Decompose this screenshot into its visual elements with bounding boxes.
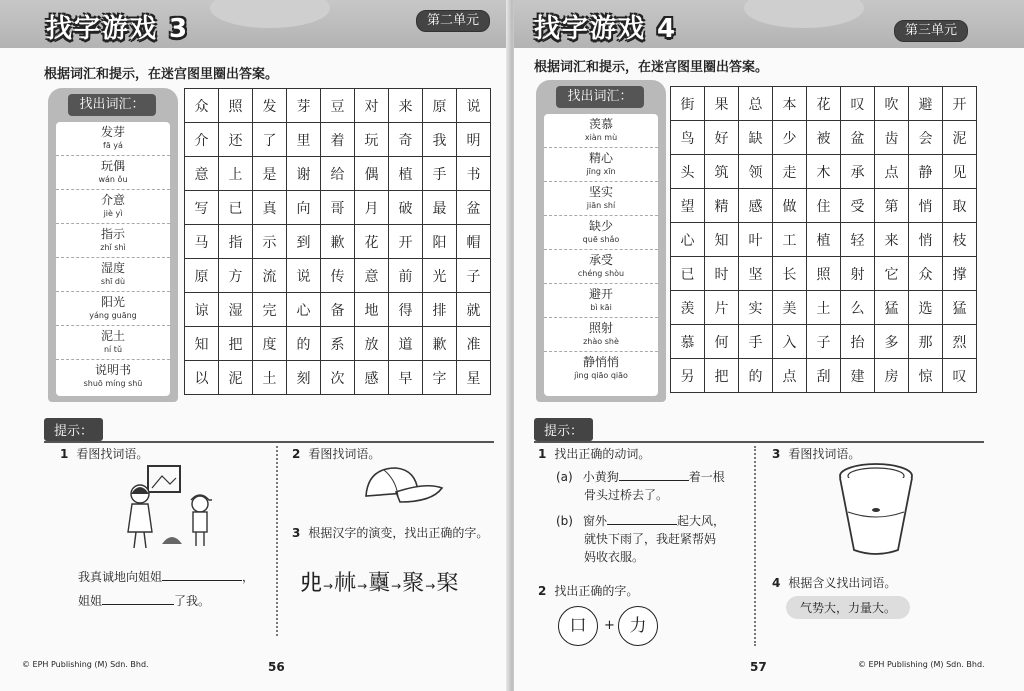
grid-cell[interactable]: 奇	[389, 123, 423, 157]
grid-cell[interactable]: 精	[705, 189, 739, 223]
grid-row	[671, 189, 977, 223]
left-hint-bar	[44, 416, 464, 442]
right-hint-bar	[534, 416, 954, 442]
grid-cell[interactable]: 马	[185, 225, 219, 259]
right-instruction: 根据词汇和提示，在迷宫图里圈出答案。	[534, 60, 769, 75]
grid-cell[interactable]: 芽	[287, 89, 321, 123]
grid-row	[185, 327, 491, 361]
grid-cell[interactable]: 谢	[287, 157, 321, 191]
grid-cell[interactable]: 花	[807, 87, 841, 121]
grid-cell[interactable]: 早	[389, 361, 423, 395]
right-question-4: 4 根据含义找出词语。	[772, 576, 897, 590]
grid-cell[interactable]: 少	[773, 121, 807, 155]
radical-circle: 力	[618, 606, 658, 646]
left-q1-line-2: 姐姐 了我。	[78, 594, 211, 608]
left-unit-tag: 第二单元	[416, 10, 490, 32]
grid-cell[interactable]: 地	[355, 293, 389, 327]
grid-cell[interactable]: 原	[423, 89, 457, 123]
left-question-1: 1 看图找词语。	[60, 447, 149, 461]
grid-cell[interactable]: 建	[841, 359, 875, 393]
grid-cell[interactable]: 介	[185, 123, 219, 157]
left-q1-line-1: 我真诚地向姐姐 ，	[78, 570, 255, 584]
grid-cell[interactable]: 泥	[943, 121, 977, 155]
grid-cell[interactable]: 猛	[943, 291, 977, 325]
left-instruction: 根据词汇和提示，在迷宫图里圈出答案。	[44, 67, 279, 82]
grid-cell[interactable]: 示	[253, 225, 287, 259]
word-panel-label: 找出词汇：	[556, 86, 644, 108]
right-page-title: 找字游戏 4	[534, 14, 678, 44]
grid-cell[interactable]: 泥	[219, 361, 253, 395]
grid-cell[interactable]: 放	[355, 327, 389, 361]
evolution-stage: 𣡦	[368, 571, 392, 596]
grid-row	[185, 293, 491, 327]
left-question-3: 3 根据汉字的演变，找出正确的字。	[292, 526, 489, 540]
grid-cell[interactable]: 第	[875, 189, 909, 223]
grid-cell[interactable]: 心	[671, 223, 705, 257]
grid-cell[interactable]: 帽	[457, 225, 491, 259]
grid-cell[interactable]: 知	[705, 223, 739, 257]
word-item: 阳光 yáng guāng	[56, 292, 170, 326]
grid-cell[interactable]: 传	[321, 259, 355, 293]
grid-cell[interactable]: 写	[185, 191, 219, 225]
grid-cell[interactable]: 备	[321, 293, 355, 327]
grid-cell[interactable]: 已	[219, 191, 253, 225]
grid-cell[interactable]: 土	[253, 361, 287, 395]
grid-row	[671, 291, 977, 325]
grid-cell[interactable]: 排	[423, 293, 457, 327]
grid-row	[671, 359, 977, 393]
word-item: 承受 chéng shòu	[544, 250, 658, 284]
grid-cell[interactable]: 开	[943, 87, 977, 121]
grid-cell[interactable]: 众	[185, 89, 219, 123]
right-page-number: 57	[750, 660, 767, 674]
left-word-panel	[48, 88, 178, 402]
hint-label: 提示：	[44, 418, 103, 441]
grid-cell[interactable]: 街	[671, 87, 705, 121]
grid-cell[interactable]: 哥	[321, 191, 355, 225]
grid-cell[interactable]: 坚	[739, 257, 773, 291]
right-question-2: 2 找出正确的字。	[538, 584, 639, 598]
grid-cell[interactable]: 明	[457, 123, 491, 157]
grid-cell[interactable]: 原	[185, 259, 219, 293]
grid-cell[interactable]: 植	[807, 223, 841, 257]
grid-cell[interactable]: 上	[219, 157, 253, 191]
word-item: 湿度 shī dù	[56, 258, 170, 292]
grid-cell[interactable]: 到	[287, 225, 321, 259]
right-q1-b: (b) 窗外 起大风， 就快下雨了，我赶紧帮妈 妈收衣服。	[556, 514, 726, 564]
grid-cell[interactable]: 缺	[739, 121, 773, 155]
left-page	[0, 0, 510, 691]
grid-row	[185, 89, 491, 123]
grid-row	[671, 155, 977, 189]
grid-cell[interactable]: 得	[389, 293, 423, 327]
grid-cell[interactable]: 感	[355, 361, 389, 395]
grid-cell[interactable]: 指	[219, 225, 253, 259]
grid-cell[interactable]: 悄	[909, 189, 943, 223]
grid-cell[interactable]: 撑	[943, 257, 977, 291]
grid-cell[interactable]: 望	[671, 189, 705, 223]
grid-cell[interactable]: 齿	[875, 121, 909, 155]
grid-cell[interactable]: 避	[909, 87, 943, 121]
grid-cell[interactable]: 土	[807, 291, 841, 325]
character-evolution	[300, 566, 459, 597]
grid-cell[interactable]: 子	[807, 325, 841, 359]
grid-cell[interactable]: 长	[773, 257, 807, 291]
grid-row	[671, 223, 977, 257]
left-page-number: 56	[268, 660, 285, 674]
hint-rule	[534, 441, 984, 443]
grid-cell[interactable]: 光	[423, 259, 457, 293]
right-word-list	[544, 114, 658, 396]
grid-cell[interactable]: 度	[253, 327, 287, 361]
grid-cell[interactable]: 把	[705, 359, 739, 393]
grid-cell[interactable]: 被	[807, 121, 841, 155]
grid-cell[interactable]: 把	[219, 327, 253, 361]
grid-row	[671, 257, 977, 291]
grid-row	[671, 325, 977, 359]
grid-cell[interactable]: 豆	[321, 89, 355, 123]
meaning-pill: 气势大，力量大。	[786, 596, 910, 619]
left-word-list	[56, 122, 170, 396]
grid-cell[interactable]: 枝	[943, 223, 977, 257]
left-footer: © EPH Publishing (M) Sdn. Bhd.	[22, 660, 149, 669]
grid-cell[interactable]: 手	[739, 325, 773, 359]
header-decoration	[744, 0, 864, 28]
grid-cell[interactable]: 静	[909, 155, 943, 189]
question-divider	[276, 446, 278, 636]
grid-cell[interactable]: 房	[875, 359, 909, 393]
grid-cell[interactable]: 心	[287, 293, 321, 327]
grid-cell[interactable]: 花	[355, 225, 389, 259]
grid-row	[185, 191, 491, 225]
grid-cell[interactable]: 住	[807, 189, 841, 223]
grid-cell[interactable]: 何	[705, 325, 739, 359]
word-item: 泥土 ní tǔ	[56, 326, 170, 360]
word-item: 静悄悄 jìng qiāo qiāo	[574, 355, 628, 380]
grid-cell[interactable]: 照	[807, 257, 841, 291]
grid-cell[interactable]: 射	[841, 257, 875, 291]
grid-cell[interactable]: 美	[773, 291, 807, 325]
grid-cell[interactable]: 偶	[355, 157, 389, 191]
answer-blank[interactable]	[162, 569, 242, 581]
word-item: 羡慕 xiàn mù	[544, 114, 658, 148]
flowerpot-illustration	[834, 460, 918, 560]
grid-cell[interactable]: 猛	[875, 291, 909, 325]
grid-cell[interactable]: 准	[457, 327, 491, 361]
grid-row	[185, 259, 491, 293]
word-item: 照射 zhào shè	[544, 318, 658, 352]
grid-cell[interactable]: 已	[671, 257, 705, 291]
grid-cell[interactable]: 最	[423, 191, 457, 225]
grid-cell[interactable]: 方	[219, 259, 253, 293]
header-decoration	[210, 0, 330, 28]
word-item: 精心 jīng xīn	[544, 148, 658, 182]
grid-cell[interactable]: 烈	[943, 325, 977, 359]
hint-label: 提示：	[534, 418, 593, 441]
grid-cell[interactable]: 走	[773, 155, 807, 189]
grid-cell[interactable]: 众	[909, 257, 943, 291]
grid-cell[interactable]: 了	[253, 123, 287, 157]
grid-cell[interactable]: 给	[321, 157, 355, 191]
grid-cell[interactable]: 取	[943, 189, 977, 223]
right-page	[514, 0, 1024, 691]
arrow-icon: →	[391, 579, 403, 593]
cap-illustration	[360, 462, 446, 510]
grid-cell[interactable]: 工	[773, 223, 807, 257]
grid-cell[interactable]: 叶	[739, 223, 773, 257]
grid-cell[interactable]: 来	[389, 89, 423, 123]
grid-cell[interactable]: 歉	[423, 327, 457, 361]
word-panel-label: 找出词汇：	[68, 94, 156, 116]
answer-blank[interactable]	[607, 513, 677, 525]
grid-cell[interactable]: 木	[807, 155, 841, 189]
left-question-2: 2 看图找词语。	[292, 447, 381, 461]
grid-cell[interactable]: 次	[321, 361, 355, 395]
grid-cell[interactable]: 叹	[841, 87, 875, 121]
grid-cell[interactable]: 对	[355, 89, 389, 123]
right-footer: © EPH Publishing (M) Sdn. Bhd.	[858, 660, 985, 669]
grid-cell[interactable]: 果	[705, 87, 739, 121]
grid-cell[interactable]: 的	[287, 327, 321, 361]
grid-cell[interactable]: 植	[389, 157, 423, 191]
right-word-panel	[536, 80, 666, 402]
grid-cell[interactable]: 感	[739, 189, 773, 223]
grid-cell[interactable]: 歉	[321, 225, 355, 259]
grid-cell[interactable]: 见	[943, 155, 977, 189]
grid-cell[interactable]: 头	[671, 155, 705, 189]
grid-row	[185, 225, 491, 259]
grid-cell[interactable]: 领	[739, 155, 773, 189]
right-unit-tag: 第三单元	[894, 20, 968, 42]
grid-cell[interactable]: 惊	[909, 359, 943, 393]
word-item: 坚实 jiān shí	[544, 182, 658, 216]
plus-sign: +	[604, 618, 615, 633]
grid-cell[interactable]: 系	[321, 327, 355, 361]
grid-cell[interactable]: 承	[841, 155, 875, 189]
question-divider	[754, 446, 756, 646]
grid-cell[interactable]: 流	[253, 259, 287, 293]
hint-rule	[44, 441, 494, 443]
grid-cell[interactable]: 刻	[287, 361, 321, 395]
grid-cell[interactable]: 入	[773, 325, 807, 359]
grid-cell[interactable]: 么	[841, 291, 875, 325]
grid-cell[interactable]: 道	[389, 327, 423, 361]
grid-cell[interactable]: 月	[355, 191, 389, 225]
word-item: 指示 zhǐ shì	[56, 224, 170, 258]
grid-cell[interactable]: 说	[287, 259, 321, 293]
grid-row	[671, 87, 977, 121]
grid-cell[interactable]: 点	[875, 155, 909, 189]
grid-row	[185, 157, 491, 191]
grid-cell[interactable]: 星	[457, 361, 491, 395]
grid-cell[interactable]: 开	[389, 225, 423, 259]
grid-cell[interactable]: 破	[389, 191, 423, 225]
answer-blank[interactable]	[102, 593, 174, 605]
grid-cell[interactable]: 实	[739, 291, 773, 325]
grid-cell[interactable]: 吹	[875, 87, 909, 121]
arrow-icon: →	[323, 579, 335, 593]
left-word-search-grid	[184, 88, 491, 395]
grid-cell[interactable]: 意	[355, 259, 389, 293]
grid-cell[interactable]: 真	[253, 191, 287, 225]
grid-cell[interactable]: 悄	[909, 223, 943, 257]
grid-cell[interactable]: 是	[253, 157, 287, 191]
apology-illustration	[118, 464, 218, 554]
grid-cell[interactable]: 意	[185, 157, 219, 191]
grid-cell[interactable]: 知	[185, 327, 219, 361]
evolution-stage: 棸	[436, 571, 460, 596]
grid-cell[interactable]: 完	[253, 293, 287, 327]
grid-cell[interactable]: 谅	[185, 293, 219, 327]
grid-cell[interactable]: 叹	[943, 359, 977, 393]
right-word-search-grid	[670, 86, 977, 393]
grid-cell[interactable]: 本	[773, 87, 807, 121]
grid-cell[interactable]: 羡	[671, 291, 705, 325]
evolution-stage: 𣏟	[334, 571, 358, 596]
grid-cell[interactable]: 我	[423, 123, 457, 157]
grid-cell[interactable]: 慕	[671, 325, 705, 359]
grid-cell[interactable]: 湿	[219, 293, 253, 327]
grid-cell[interactable]: 的	[739, 359, 773, 393]
grid-cell[interactable]: 以	[185, 361, 219, 395]
grid-cell[interactable]: 字	[423, 361, 457, 395]
left-page-title: 找字游戏 3	[46, 14, 190, 44]
grid-cell[interactable]: 前	[389, 259, 423, 293]
grid-cell[interactable]: 里	[287, 123, 321, 157]
grid-cell[interactable]: 着	[321, 123, 355, 157]
grid-cell[interactable]: 玩	[355, 123, 389, 157]
grid-cell[interactable]: 轻	[841, 223, 875, 257]
grid-cell[interactable]: 好	[705, 121, 739, 155]
grid-cell[interactable]: 另	[671, 359, 705, 393]
grid-cell[interactable]: 多	[875, 325, 909, 359]
grid-cell[interactable]: 那	[909, 325, 943, 359]
evolution-stage: 聚	[402, 571, 426, 596]
grid-cell[interactable]: 抬	[841, 325, 875, 359]
grid-cell[interactable]: 选	[909, 291, 943, 325]
word-item: 缺少 quē shǎo	[544, 216, 658, 250]
grid-cell[interactable]: 它	[875, 257, 909, 291]
right-question-1: 1 找出正确的动词。	[538, 447, 651, 461]
grid-cell[interactable]: 向	[287, 191, 321, 225]
right-question-3: 3 看图找词语。	[772, 447, 861, 461]
grid-cell[interactable]: 盆	[457, 191, 491, 225]
radical-circle: 口	[558, 606, 598, 646]
answer-blank[interactable]	[619, 469, 689, 481]
grid-row	[185, 123, 491, 157]
arrow-icon: →	[357, 579, 369, 593]
grid-cell[interactable]: 片	[705, 291, 739, 325]
word-item: 发芽 fā yá	[56, 122, 170, 156]
grid-cell[interactable]: 受	[841, 189, 875, 223]
grid-row	[185, 361, 491, 395]
grid-cell[interactable]: 发	[253, 89, 287, 123]
grid-cell[interactable]: 还	[219, 123, 253, 157]
word-item: 玩偶 wán ǒu	[56, 156, 170, 190]
grid-cell[interactable]: 总	[739, 87, 773, 121]
grid-cell[interactable]: 刮	[807, 359, 841, 393]
word-item: 避开 bì kāi	[544, 284, 658, 318]
grid-cell[interactable]: 鸟	[671, 121, 705, 155]
grid-cell[interactable]: 子	[457, 259, 491, 293]
grid-cell[interactable]: 阳	[423, 225, 457, 259]
grid-cell[interactable]: 会	[909, 121, 943, 155]
grid-row	[671, 121, 977, 155]
word-item: 介意 jiè yì	[56, 190, 170, 224]
grid-cell[interactable]: 做	[773, 189, 807, 223]
grid-cell[interactable]: 来	[875, 223, 909, 257]
grid-cell[interactable]: 照	[219, 89, 253, 123]
grid-cell[interactable]: 时	[705, 257, 739, 291]
arrow-icon: →	[425, 579, 437, 593]
grid-cell[interactable]: 就	[457, 293, 491, 327]
grid-cell[interactable]: 盆	[841, 121, 875, 155]
grid-cell[interactable]: 手	[423, 157, 457, 191]
grid-cell[interactable]: 说	[457, 89, 491, 123]
grid-cell[interactable]: 筑	[705, 155, 739, 189]
evolution-stage: 𠑹	[300, 571, 324, 596]
word-item: 说明书 shuō míng shū	[83, 363, 143, 388]
grid-cell[interactable]: 书	[457, 157, 491, 191]
grid-cell[interactable]: 点	[773, 359, 807, 393]
right-q1-a: (a) 小黄狗 着一根 骨头过桥去了。	[556, 470, 725, 502]
